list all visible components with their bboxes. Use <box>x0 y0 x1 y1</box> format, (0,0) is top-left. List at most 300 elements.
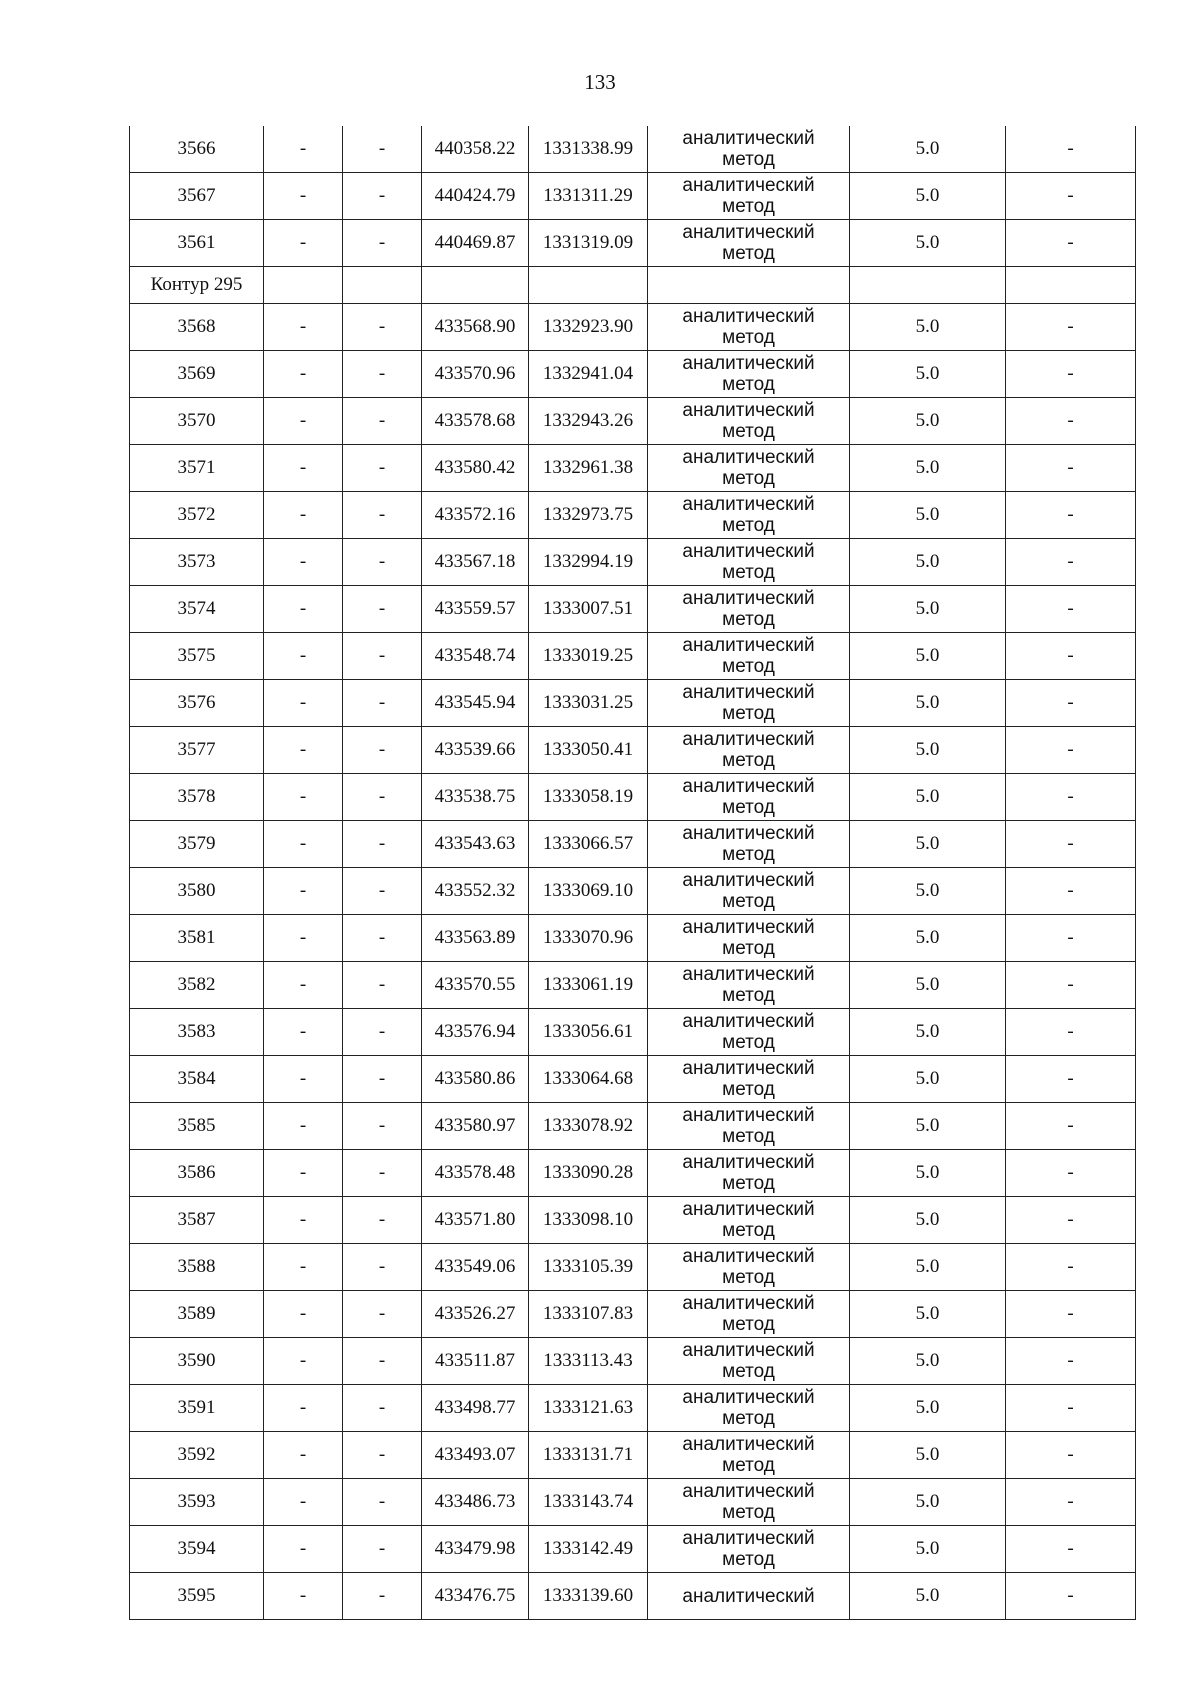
empty-cell: - <box>1006 1150 1136 1197</box>
empty-cell: - <box>264 727 343 774</box>
empty-cell: - <box>343 1432 422 1479</box>
empty-cell: - <box>1006 962 1136 1009</box>
empty-cell: - <box>1006 1526 1136 1573</box>
table-row <box>130 774 1136 821</box>
x-coordinate-cell: 433580.97 <box>422 1103 529 1150</box>
method-cell <box>648 304 850 351</box>
table-body <box>130 126 1136 1620</box>
point-number-cell: 3572 <box>130 492 264 539</box>
x-coordinate-cell: 433580.42 <box>422 445 529 492</box>
empty-cell: - <box>264 1573 343 1620</box>
accuracy-cell: 5.0 <box>850 1244 1006 1291</box>
table-row <box>130 1573 1136 1620</box>
empty-cell: - <box>1006 1056 1136 1103</box>
method-line-1: аналитический <box>682 128 815 149</box>
method-cell <box>648 351 850 398</box>
point-number-cell: 3574 <box>130 586 264 633</box>
empty-cell: - <box>343 126 422 173</box>
x-coordinate-cell: 433543.63 <box>422 821 529 868</box>
point-number-cell: 3587 <box>130 1197 264 1244</box>
point-number-cell: 3584 <box>130 1056 264 1103</box>
table-row <box>130 126 1136 173</box>
empty-cell: - <box>264 126 343 173</box>
method-line-2: метод <box>722 1220 775 1241</box>
table-row <box>130 821 1136 868</box>
empty-cell: - <box>343 220 422 267</box>
empty-cell: - <box>264 1338 343 1385</box>
method-line-1: аналитический <box>682 353 815 374</box>
empty-cell: - <box>343 821 422 868</box>
y-coordinate-cell: 1332973.75 <box>529 492 648 539</box>
x-coordinate-cell: 440424.79 <box>422 173 529 220</box>
method-line-1: аналитический <box>682 823 815 844</box>
empty-cell: - <box>343 304 422 351</box>
x-coordinate-cell: 440469.87 <box>422 220 529 267</box>
x-coordinate-cell: 433493.07 <box>422 1432 529 1479</box>
empty-cell: - <box>343 680 422 727</box>
empty-cell: - <box>343 1385 422 1432</box>
accuracy-cell: 5.0 <box>850 1291 1006 1338</box>
method-line-1: аналитический <box>682 917 815 938</box>
accuracy-cell: 5.0 <box>850 1573 1006 1620</box>
empty-cell: - <box>264 351 343 398</box>
empty-cell: - <box>343 586 422 633</box>
empty-cell: - <box>1006 1432 1136 1479</box>
table-row <box>130 727 1136 774</box>
method-line-1: аналитический <box>682 1152 815 1173</box>
method-line-2: метод <box>722 1173 775 1194</box>
x-coordinate-cell: 433511.87 <box>422 1338 529 1385</box>
y-coordinate-cell: 1333139.60 <box>529 1573 648 1620</box>
table-row <box>130 351 1136 398</box>
y-coordinate-cell: 1333061.19 <box>529 962 648 1009</box>
x-coordinate-cell: 433476.75 <box>422 1573 529 1620</box>
method-line-2: метод <box>722 327 775 348</box>
method-line-2: метод <box>722 562 775 583</box>
empty-cell: - <box>1006 1009 1136 1056</box>
method-line-2: метод <box>722 891 775 912</box>
accuracy-cell: 5.0 <box>850 1009 1006 1056</box>
empty-cell: - <box>343 1573 422 1620</box>
y-coordinate-cell: 1333058.19 <box>529 774 648 821</box>
x-coordinate-cell: 433548.74 <box>422 633 529 680</box>
table-row <box>130 586 1136 633</box>
method-line-2: метод <box>722 421 775 442</box>
point-number-cell: 3578 <box>130 774 264 821</box>
empty-cell <box>264 267 343 304</box>
table-row <box>130 173 1136 220</box>
method-cell <box>648 1385 850 1432</box>
empty-cell: - <box>264 220 343 267</box>
accuracy-cell: 5.0 <box>850 1150 1006 1197</box>
method-cell <box>648 1150 850 1197</box>
table-row <box>130 220 1136 267</box>
empty-cell: - <box>1006 1479 1136 1526</box>
point-number-cell: 3589 <box>130 1291 264 1338</box>
x-coordinate-cell: 433571.80 <box>422 1197 529 1244</box>
method-line-2: метод <box>722 1455 775 1476</box>
empty-cell: - <box>1006 1244 1136 1291</box>
table-row <box>130 1526 1136 1573</box>
accuracy-cell: 5.0 <box>850 539 1006 586</box>
y-coordinate-cell: 1333050.41 <box>529 727 648 774</box>
empty-cell: - <box>1006 492 1136 539</box>
method-cell <box>648 1056 850 1103</box>
method-cell <box>648 1526 850 1573</box>
accuracy-cell: 5.0 <box>850 868 1006 915</box>
empty-cell: - <box>1006 1385 1136 1432</box>
table-row <box>130 1338 1136 1385</box>
empty-cell: - <box>1006 915 1136 962</box>
point-number-cell: 3561 <box>130 220 264 267</box>
empty-cell: - <box>1006 220 1136 267</box>
y-coordinate-cell: 1332994.19 <box>529 539 648 586</box>
table-row <box>130 539 1136 586</box>
point-number-cell: 3580 <box>130 868 264 915</box>
accuracy-cell: 5.0 <box>850 304 1006 351</box>
empty-cell: - <box>264 774 343 821</box>
table-row <box>130 1103 1136 1150</box>
table-row <box>130 1244 1136 1291</box>
empty-cell <box>529 267 648 304</box>
point-number-cell: 3591 <box>130 1385 264 1432</box>
y-coordinate-cell: 1332923.90 <box>529 304 648 351</box>
empty-cell: - <box>264 1150 343 1197</box>
x-coordinate-cell: 433498.77 <box>422 1385 529 1432</box>
table-row <box>130 1291 1136 1338</box>
empty-cell: - <box>264 1197 343 1244</box>
y-coordinate-cell: 1333056.61 <box>529 1009 648 1056</box>
method-cell <box>648 1291 850 1338</box>
empty-cell: - <box>343 1526 422 1573</box>
method-line-1: аналитический <box>682 447 815 468</box>
method-line-2: метод <box>722 243 775 264</box>
method-line-2: метод <box>722 1502 775 1523</box>
accuracy-cell: 5.0 <box>850 220 1006 267</box>
accuracy-cell: 5.0 <box>850 445 1006 492</box>
accuracy-cell: 5.0 <box>850 915 1006 962</box>
method-line-2: метод <box>722 609 775 630</box>
table-row <box>130 1385 1136 1432</box>
y-coordinate-cell: 1333142.49 <box>529 1526 648 1573</box>
method-line-2: метод <box>722 1126 775 1147</box>
accuracy-cell: 5.0 <box>850 774 1006 821</box>
empty-cell: - <box>1006 445 1136 492</box>
x-coordinate-cell: 433539.66 <box>422 727 529 774</box>
method-cell <box>648 633 850 680</box>
empty-cell: - <box>1006 1103 1136 1150</box>
method-line-2: метод <box>722 515 775 536</box>
method-cell <box>648 586 850 633</box>
accuracy-cell: 5.0 <box>850 1056 1006 1103</box>
method-line-2: метод <box>722 374 775 395</box>
empty-cell: - <box>1006 727 1136 774</box>
empty-cell: - <box>1006 126 1136 173</box>
accuracy-cell: 5.0 <box>850 351 1006 398</box>
method-cell <box>648 1432 850 1479</box>
method-line-2: метод <box>722 1267 775 1288</box>
method-cell <box>648 398 850 445</box>
method-cell <box>648 727 850 774</box>
method-line-1: аналитический <box>682 1481 815 1502</box>
method-line-1: аналитический <box>682 1246 815 1267</box>
y-coordinate-cell: 1333113.43 <box>529 1338 648 1385</box>
x-coordinate-cell: 433563.89 <box>422 915 529 962</box>
accuracy-cell: 5.0 <box>850 492 1006 539</box>
method-cell <box>648 962 850 1009</box>
point-number-cell: 3585 <box>130 1103 264 1150</box>
empty-cell: - <box>264 821 343 868</box>
method-cell <box>648 821 850 868</box>
empty-cell: - <box>343 1150 422 1197</box>
point-number-cell: 3594 <box>130 1526 264 1573</box>
x-coordinate-cell: 433580.86 <box>422 1056 529 1103</box>
method-line-1: аналитический <box>682 1011 815 1032</box>
point-number-cell: 3577 <box>130 727 264 774</box>
point-number-cell: 3583 <box>130 1009 264 1056</box>
point-number-cell: 3582 <box>130 962 264 1009</box>
empty-cell: - <box>264 868 343 915</box>
empty-cell: - <box>264 1103 343 1150</box>
y-coordinate-cell: 1333007.51 <box>529 586 648 633</box>
x-coordinate-cell: 433526.27 <box>422 1291 529 1338</box>
x-coordinate-cell: 433479.98 <box>422 1526 529 1573</box>
empty-cell: - <box>343 173 422 220</box>
method-line-2: метод <box>722 656 775 677</box>
accuracy-cell: 5.0 <box>850 727 1006 774</box>
method-line-1: аналитический <box>682 1293 815 1314</box>
accuracy-cell: 5.0 <box>850 1526 1006 1573</box>
point-number-cell: 3579 <box>130 821 264 868</box>
y-coordinate-cell: 1333121.63 <box>529 1385 648 1432</box>
empty-cell: - <box>343 1197 422 1244</box>
y-coordinate-cell: 1333078.92 <box>529 1103 648 1150</box>
empty-cell: - <box>264 586 343 633</box>
empty-cell: - <box>1006 1291 1136 1338</box>
x-coordinate-cell: 433578.68 <box>422 398 529 445</box>
accuracy-cell: 5.0 <box>850 962 1006 1009</box>
table-row <box>130 1197 1136 1244</box>
empty-cell: - <box>264 173 343 220</box>
empty-cell: - <box>1006 304 1136 351</box>
point-number-cell: 3566 <box>130 126 264 173</box>
x-coordinate-cell: 433549.06 <box>422 1244 529 1291</box>
y-coordinate-cell: 1331319.09 <box>529 220 648 267</box>
table-row <box>130 680 1136 727</box>
accuracy-cell: 5.0 <box>850 1197 1006 1244</box>
empty-cell: - <box>264 539 343 586</box>
x-coordinate-cell: 433570.55 <box>422 962 529 1009</box>
empty-cell: - <box>1006 1338 1136 1385</box>
method-line-1: аналитический <box>682 588 815 609</box>
method-line-1: аналитический <box>682 1058 815 1079</box>
point-number-cell: 3576 <box>130 680 264 727</box>
empty-cell <box>1006 267 1136 304</box>
method-line-2: метод <box>722 149 775 170</box>
accuracy-cell: 5.0 <box>850 398 1006 445</box>
table-row <box>130 868 1136 915</box>
y-coordinate-cell: 1333105.39 <box>529 1244 648 1291</box>
empty-cell: - <box>264 304 343 351</box>
accuracy-cell: 5.0 <box>850 1479 1006 1526</box>
method-line-2: метод <box>722 938 775 959</box>
y-coordinate-cell: 1333143.74 <box>529 1479 648 1526</box>
point-number-cell: 3590 <box>130 1338 264 1385</box>
point-number-cell: 3581 <box>130 915 264 962</box>
x-coordinate-cell: 433568.90 <box>422 304 529 351</box>
method-cell <box>648 220 850 267</box>
table-row <box>130 398 1136 445</box>
empty-cell: - <box>343 539 422 586</box>
x-coordinate-cell: 433567.18 <box>422 539 529 586</box>
empty-cell: - <box>343 774 422 821</box>
empty-cell: - <box>264 1385 343 1432</box>
method-line-2: метод <box>722 1408 775 1429</box>
point-number-cell: 3571 <box>130 445 264 492</box>
method-line-1: аналитический <box>682 776 815 797</box>
method-cell <box>648 1197 850 1244</box>
empty-cell: - <box>264 633 343 680</box>
method-line-2: метод <box>722 797 775 818</box>
method-line-2: метод <box>722 1032 775 1053</box>
y-coordinate-cell: 1332943.26 <box>529 398 648 445</box>
method-line-1: аналитический <box>682 222 815 243</box>
y-coordinate-cell: 1333098.10 <box>529 1197 648 1244</box>
method-line-1: аналитический <box>682 964 815 985</box>
page-number: 133 <box>584 70 616 94</box>
accuracy-cell: 5.0 <box>850 586 1006 633</box>
method-line-1: аналитический <box>682 494 815 515</box>
point-number-cell: 3588 <box>130 1244 264 1291</box>
method-line-2: метод <box>722 985 775 1006</box>
empty-cell: - <box>343 351 422 398</box>
y-coordinate-cell: 1333131.71 <box>529 1432 648 1479</box>
table-row <box>130 915 1136 962</box>
x-coordinate-cell: 433570.96 <box>422 351 529 398</box>
table-row <box>130 633 1136 680</box>
empty-cell: - <box>264 1432 343 1479</box>
table-row <box>130 1432 1136 1479</box>
point-number-cell: 3592 <box>130 1432 264 1479</box>
method-cell <box>648 680 850 727</box>
y-coordinate-cell: 1333031.25 <box>529 680 648 727</box>
method-cell <box>648 1103 850 1150</box>
empty-cell: - <box>343 1103 422 1150</box>
x-coordinate-cell: 433538.75 <box>422 774 529 821</box>
table-row <box>130 445 1136 492</box>
empty-cell: - <box>343 727 422 774</box>
empty-cell: - <box>343 445 422 492</box>
method-line-1: аналитический <box>682 1105 815 1126</box>
x-coordinate-cell: 433576.94 <box>422 1009 529 1056</box>
method-line-1: аналитический <box>682 306 815 327</box>
method-line-1: аналитический <box>682 1585 815 1607</box>
method-line-2: метод <box>722 468 775 489</box>
empty-cell: - <box>343 1009 422 1056</box>
x-coordinate-cell: 440358.22 <box>422 126 529 173</box>
empty-cell: - <box>343 1244 422 1291</box>
x-coordinate-cell: 433486.73 <box>422 1479 529 1526</box>
method-line-1: аналитический <box>682 1387 815 1408</box>
empty-cell: - <box>1006 774 1136 821</box>
section-row <box>130 267 1136 304</box>
empty-cell: - <box>343 492 422 539</box>
empty-cell: - <box>264 398 343 445</box>
method-line-1: аналитический <box>682 400 815 421</box>
x-coordinate-cell: 433552.32 <box>422 868 529 915</box>
method-line-1: аналитический <box>682 682 815 703</box>
table-row <box>130 492 1136 539</box>
accuracy-cell: 5.0 <box>850 633 1006 680</box>
empty-cell: - <box>343 915 422 962</box>
method-cell <box>648 1009 850 1056</box>
empty-cell: - <box>343 1479 422 1526</box>
method-line-2: метод <box>722 196 775 217</box>
y-coordinate-cell: 1333019.25 <box>529 633 648 680</box>
empty-cell: - <box>1006 539 1136 586</box>
empty-cell <box>648 267 850 304</box>
y-coordinate-cell: 1332961.38 <box>529 445 648 492</box>
point-number-cell: 3595 <box>130 1573 264 1620</box>
empty-cell: - <box>264 1291 343 1338</box>
empty-cell: - <box>1006 868 1136 915</box>
empty-cell: - <box>264 445 343 492</box>
point-number-cell: 3569 <box>130 351 264 398</box>
empty-cell: - <box>1006 633 1136 680</box>
table-row <box>130 1479 1136 1526</box>
method-cell <box>648 445 850 492</box>
method-line-1: аналитический <box>682 1340 815 1361</box>
empty-cell <box>850 267 1006 304</box>
accuracy-cell: 5.0 <box>850 1432 1006 1479</box>
method-cell <box>648 1244 850 1291</box>
empty-cell <box>343 267 422 304</box>
y-coordinate-cell: 1333107.83 <box>529 1291 648 1338</box>
x-coordinate-cell: 433545.94 <box>422 680 529 727</box>
x-coordinate-cell: 433559.57 <box>422 586 529 633</box>
method-line-1: аналитический <box>682 635 815 656</box>
method-line-1: аналитический <box>682 1434 815 1455</box>
point-number-cell: 3586 <box>130 1150 264 1197</box>
empty-cell: - <box>343 1338 422 1385</box>
method-line-1: аналитический <box>682 870 815 891</box>
coordinates-table <box>129 126 1136 1620</box>
empty-cell: - <box>264 1056 343 1103</box>
method-line-2: метод <box>722 1549 775 1570</box>
empty-cell <box>422 267 529 304</box>
method-cell <box>648 1479 850 1526</box>
method-line-1: аналитический <box>682 729 815 750</box>
empty-cell: - <box>1006 586 1136 633</box>
y-coordinate-cell: 1331311.29 <box>529 173 648 220</box>
point-number-cell: 3568 <box>130 304 264 351</box>
empty-cell: - <box>343 868 422 915</box>
empty-cell: - <box>264 1009 343 1056</box>
y-coordinate-cell: 1333070.96 <box>529 915 648 962</box>
method-cell <box>648 1338 850 1385</box>
method-cell <box>648 868 850 915</box>
table-row <box>130 304 1136 351</box>
method-line-2: метод <box>722 844 775 865</box>
empty-cell: - <box>1006 173 1136 220</box>
empty-cell: - <box>343 1291 422 1338</box>
y-coordinate-cell: 1332941.04 <box>529 351 648 398</box>
x-coordinate-cell: 433578.48 <box>422 1150 529 1197</box>
empty-cell: - <box>343 398 422 445</box>
empty-cell: - <box>1006 680 1136 727</box>
accuracy-cell: 5.0 <box>850 821 1006 868</box>
method-line-1: аналитический <box>682 541 815 562</box>
